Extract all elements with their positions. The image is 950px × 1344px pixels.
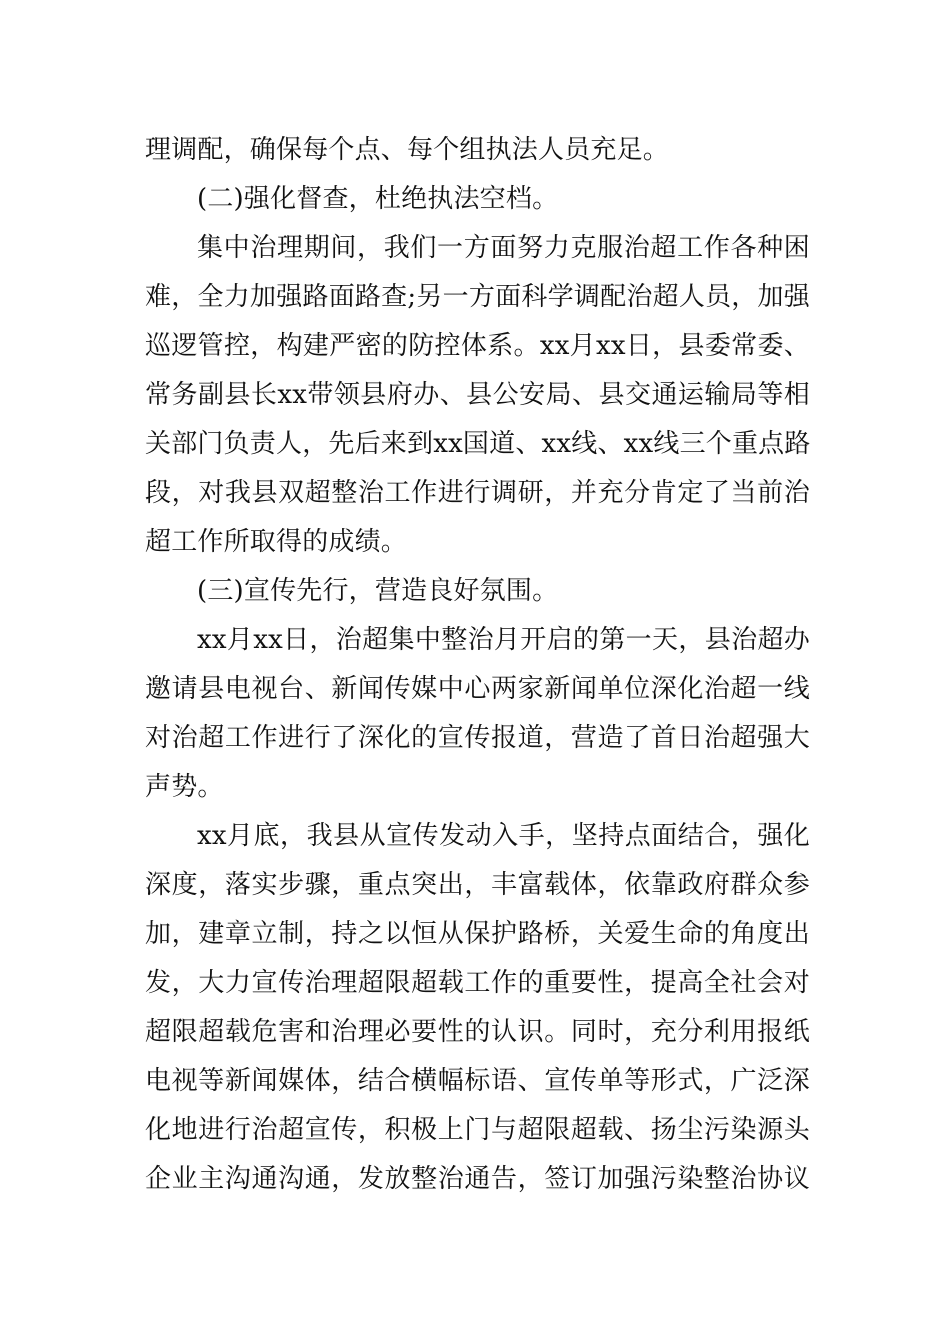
text-line: 声势。 (145, 772, 224, 802)
text-line: 常务副县长xx带领县府办、县公安局、县交通运输局等相 (145, 380, 810, 410)
section-heading-2: (二)强化督查，杜绝执法空档。 (197, 184, 559, 214)
section-heading-3: (三)宣传先行，营造良好氛围。 (197, 576, 559, 606)
text-line: 段，对我县双超整治工作进行调研，并充分肯定了当前治 (145, 478, 810, 508)
text-line: 电视等新闻媒体，结合横幅标语、宣传单等形式，广泛深 (145, 1066, 810, 1096)
text-line: xx月底，我县从宣传发动入手，坚持点面结合，强化 (197, 821, 810, 851)
text-line: 超工作所取得的成绩。 (145, 527, 408, 557)
text-line: 企业主沟通沟通，发放整治通告，签订加强污染整治协议 (145, 1164, 810, 1194)
text-line: 深度，落实步骤，重点突出，丰富载体，依靠政府群众参 (145, 870, 810, 900)
text-line: 超限超载危害和治理必要性的认识。同时，充分利用报纸 (145, 1017, 810, 1047)
text-line: 集中治理期间，我们一方面努力克服治超工作各种困 (197, 233, 810, 263)
text-line: 巡逻管控，构建严密的防控体系。xx月xx日，县委常委、 (145, 331, 810, 361)
text-line: 难，全力加强路面路查;另一方面科学调配治超人员，加强 (145, 282, 810, 312)
text-line: 加，建章立制，持之以恒从保护路桥，关爱生命的角度出 (145, 919, 810, 949)
text-line: 理调配，确保每个点、每个组执法人员充足。 (145, 135, 670, 165)
text-line: 关部门负责人，先后来到xx国道、xx线、xx线三个重点路 (145, 429, 811, 459)
text-line: 发，大力宣传治理超限超载工作的重要性，提高全社会对 (145, 968, 810, 998)
text-line: xx月xx日，治超集中整治月开启的第一天，县治超办 (197, 625, 810, 655)
text-line: 对治超工作进行了深化的宣传报道，营造了首日治超强大 (145, 723, 810, 753)
text-line: 化地进行治超宣传，积极上门与超限超载、扬尘污染源头 (145, 1115, 810, 1145)
text-line: 邀请县电视台、新闻传媒中心两家新闻单位深化治超一线 (145, 674, 810, 704)
